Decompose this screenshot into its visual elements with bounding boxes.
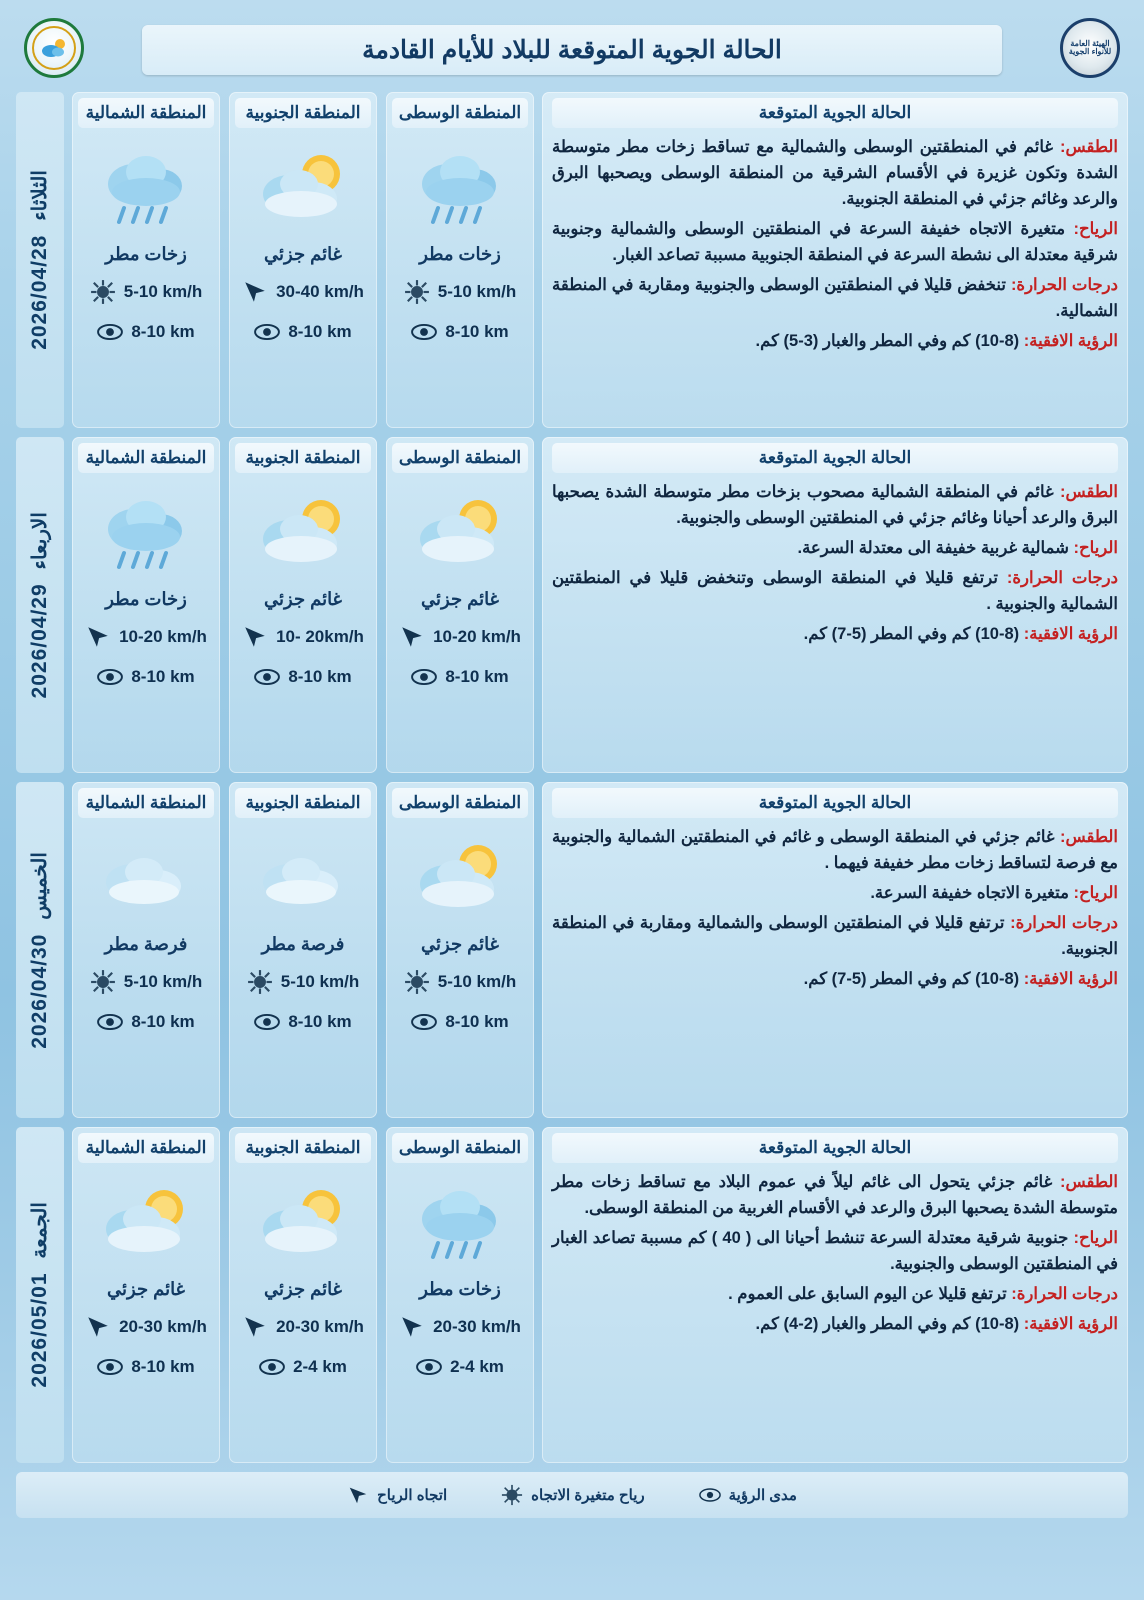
region-card bbox=[229, 1127, 377, 1463]
region-card bbox=[72, 782, 220, 1118]
wind-value: 10- 20km/h bbox=[276, 627, 364, 646]
wind-value: 20-30 km/h bbox=[276, 1317, 364, 1336]
visibility-text: (8-10) كم وفي المطر (5-7) كم. bbox=[803, 970, 1020, 989]
wind-arrow-icon bbox=[347, 1484, 369, 1506]
wind-metric bbox=[392, 969, 528, 995]
legend-visibility-label: مدى الرؤية bbox=[728, 1487, 797, 1504]
visibility-value: 8-10 km bbox=[131, 667, 195, 686]
rain-shower-icon bbox=[408, 1179, 512, 1271]
region-card bbox=[229, 437, 377, 773]
weather-icon-wrap bbox=[408, 1177, 512, 1273]
region-name: المنطقة الوسطى bbox=[392, 1133, 528, 1163]
wind-arrow-icon bbox=[85, 1314, 111, 1340]
wind-arrow-icon bbox=[85, 624, 111, 650]
wind-arrow-icon bbox=[399, 1314, 425, 1340]
partly-cloudy-icon bbox=[249, 1179, 357, 1271]
condition-label: زخات مطر bbox=[105, 589, 187, 609]
eye-icon bbox=[411, 319, 437, 345]
wind-metric bbox=[392, 279, 528, 305]
eye-icon bbox=[411, 1009, 437, 1035]
eye-icon bbox=[97, 319, 123, 345]
visibility-value: 8-10 km bbox=[131, 1012, 195, 1031]
forecast-card-title: الحالة الجوية المتوقعة bbox=[552, 788, 1118, 818]
visibility-metric bbox=[78, 664, 214, 690]
weather-label: الطقس: bbox=[1059, 1173, 1118, 1191]
wind-metric bbox=[235, 969, 371, 995]
forecast-description-body bbox=[552, 134, 1118, 359]
region-name: المنطقة الشمالية bbox=[78, 443, 214, 473]
wind-value: 10-20 km/h bbox=[119, 627, 207, 646]
region-name: المنطقة الوسطى bbox=[392, 98, 528, 128]
weather-label: الطقس: bbox=[1059, 828, 1118, 846]
wind-metric bbox=[78, 279, 214, 305]
partly-cloudy-icon bbox=[249, 144, 357, 236]
region-name: المنطقة الشمالية bbox=[78, 98, 214, 128]
region-name: المنطقة الشمالية bbox=[78, 1133, 214, 1163]
partly-cloudy-icon bbox=[249, 489, 357, 581]
weather-text: غائم في المنطقة الشمالية مصحوب بزخات مطر متوسطة الشدة يصحبها البرق والرعد أحيانا وغائم جزئي في المنطقتين الوسطى والجنوبية. bbox=[552, 483, 1118, 528]
wind-arrow-icon bbox=[399, 624, 425, 650]
eye-icon bbox=[97, 1009, 123, 1035]
region-card bbox=[72, 92, 220, 428]
legend-wind-direction-label: اتجاه الرياح bbox=[377, 1487, 448, 1504]
compass-icon bbox=[247, 969, 273, 995]
visibility-metric bbox=[235, 664, 371, 690]
condition-label: غائم جزئي bbox=[107, 1279, 185, 1299]
visibility-metric bbox=[392, 1009, 528, 1035]
winds-text: متغيرة الاتجاه خفيفة السرعة. bbox=[870, 884, 1069, 903]
weather-label: الطقس: bbox=[1059, 483, 1118, 501]
day-name: الجمعة bbox=[29, 1202, 51, 1259]
visibility-metric bbox=[392, 1354, 528, 1380]
visibility-value: 8-10 km bbox=[131, 322, 195, 341]
temperature-text: ترتفع قليلا عن اليوم السابق على العموم . bbox=[728, 1285, 1007, 1304]
visibility-value: 8-10 km bbox=[445, 1012, 509, 1031]
region-name: المنطقة الجنوبية bbox=[235, 443, 371, 473]
page-title: الحالة الجوية المتوقعة للبلاد للأيام القادمة bbox=[142, 25, 1002, 75]
winds-label: الرياح: bbox=[1073, 539, 1118, 558]
region-card bbox=[386, 1127, 534, 1463]
day-name: الاربعاء bbox=[29, 511, 51, 570]
day-row bbox=[16, 92, 1128, 428]
eye-icon bbox=[259, 1354, 285, 1380]
wind-metric bbox=[392, 1314, 528, 1340]
visibility-metric bbox=[392, 664, 528, 690]
weather-icon-wrap bbox=[406, 832, 514, 928]
forecast-description-body bbox=[552, 1169, 1118, 1341]
temperature-label: درجات الحرارة: bbox=[1010, 276, 1118, 295]
wind-value: 5-10 km/h bbox=[280, 972, 360, 991]
iraq-meteorology-logo bbox=[1058, 16, 1122, 80]
visibility-metric bbox=[235, 1009, 371, 1035]
partly-cloudy-icon bbox=[92, 1179, 200, 1271]
weather-icon-wrap bbox=[249, 142, 357, 238]
date-column bbox=[16, 437, 64, 773]
region-card bbox=[229, 92, 377, 428]
region-name: المنطقة الجنوبية bbox=[235, 788, 371, 818]
day-name: الخميس bbox=[29, 851, 51, 920]
compass-icon bbox=[90, 969, 116, 995]
days-list bbox=[16, 92, 1128, 1463]
cloudy-icon bbox=[249, 834, 357, 926]
eye-icon bbox=[97, 664, 123, 690]
forecast-card-title: الحالة الجوية المتوقعة bbox=[552, 1133, 1118, 1163]
day-row bbox=[16, 1127, 1128, 1463]
legend-footer bbox=[16, 1472, 1128, 1518]
forecast-description-card bbox=[542, 92, 1128, 428]
temperature-text: تنخفض قليلا في المنطقتين الوسطى والجنوبية ومقاربة في المنطقة الشمالية. bbox=[552, 276, 1118, 321]
visibility-value: 8-10 km bbox=[288, 667, 352, 686]
compass-icon bbox=[404, 279, 430, 305]
weather-label: الطقس: bbox=[1059, 138, 1118, 156]
visibility-metric bbox=[78, 319, 214, 345]
wind-metric bbox=[235, 624, 371, 650]
legend-variable-wind-label: رياح متغيرة الاتجاه bbox=[531, 1487, 645, 1504]
wind-value: 20-30 km/h bbox=[119, 1317, 207, 1336]
visibility-label: الرؤية الافقية: bbox=[1023, 970, 1118, 989]
compass-icon bbox=[90, 279, 116, 305]
weather-icon-wrap bbox=[92, 832, 200, 928]
rain-shower-icon bbox=[94, 144, 198, 236]
condition-label: غائم جزئي bbox=[421, 934, 499, 954]
temperature-label: درجات الحرارة: bbox=[1011, 1285, 1118, 1304]
visibility-value: 8-10 km bbox=[445, 322, 509, 341]
condition-label: فرصة مطر bbox=[261, 934, 345, 954]
visibility-label: الرؤية الافقية: bbox=[1023, 332, 1118, 351]
weather-text: غائم في المنطقتين الوسطى والشمالية مع تساقط زخات مطر متوسطة الشدة وتكون غزيرة في الأقسام الشرقية من المنطقة الوسطى ويصحبها البرق والرعد وغائم جزئي في المنطقة الجنوبية. bbox=[552, 138, 1118, 209]
cloudy-icon bbox=[92, 834, 200, 926]
weather-icon-wrap bbox=[249, 1177, 357, 1273]
wind-metric bbox=[78, 969, 214, 995]
weather-text: غائم جزئي يتحول الى غائم ليلاً في عموم البلاد مع تساقط زخات مطر متوسطة الشدة يصحبها البرق والرعد في الأقسام الغربية من المنطقة الوسطى. bbox=[552, 1173, 1118, 1218]
wind-value: 5-10 km/h bbox=[123, 282, 203, 301]
weather-icon-wrap bbox=[406, 487, 514, 583]
rain-shower-icon bbox=[408, 144, 512, 236]
winds-text: شمالية غربية خفيفة الى معتدلة السرعة. bbox=[797, 539, 1069, 558]
date-column bbox=[16, 92, 64, 428]
forecast-description-card bbox=[542, 782, 1128, 1118]
winds-text: جنوبية شرقية معتدلة السرعة تنشط أحيانا الى ( 40 ) كم مسببة تصاعد الغبار في المنطقتين الوسطى والجنوبية. bbox=[552, 1229, 1118, 1274]
region-name: المنطقة الوسطى bbox=[392, 788, 528, 818]
cloud-sun-logo-icon bbox=[39, 36, 69, 60]
temperature-label: درجات الحرارة: bbox=[1010, 914, 1118, 933]
visibility-value: 8-10 km bbox=[131, 1357, 195, 1376]
region-card bbox=[72, 437, 220, 773]
day-date: 2026/04/30 bbox=[28, 933, 51, 1049]
weather-text: غائم جزئي في المنطقة الوسطى و غائم في المنطقتين الشمالية والجنوبية مع فرصة لتساقط زخات مطر خفيفة فيهما . bbox=[552, 828, 1118, 873]
forecast-card-title: الحالة الجوية المتوقعة bbox=[552, 443, 1118, 473]
wind-value: 5-10 km/h bbox=[437, 282, 517, 301]
wind-value: 5-10 km/h bbox=[123, 972, 203, 991]
wind-value: 5-10 km/h bbox=[437, 972, 517, 991]
winds-label: الرياح: bbox=[1073, 884, 1118, 903]
region-card bbox=[386, 782, 534, 1118]
forecast-description-card bbox=[542, 437, 1128, 773]
visibility-label: الرؤية الافقية: bbox=[1023, 625, 1118, 644]
eye-icon bbox=[254, 664, 280, 690]
partly-cloudy-icon bbox=[406, 834, 514, 926]
visibility-value: 8-10 km bbox=[288, 322, 352, 341]
wind-value: 30-40 km/h bbox=[276, 282, 364, 301]
condition-label: غائم جزئي bbox=[264, 589, 342, 609]
region-cards bbox=[72, 782, 534, 1118]
region-name: المنطقة الوسطى bbox=[392, 443, 528, 473]
winds-label: الرياح: bbox=[1073, 1229, 1118, 1248]
wind-arrow-icon bbox=[242, 1314, 268, 1340]
visibility-value: 2-4 km bbox=[450, 1357, 504, 1376]
wind-metric bbox=[235, 279, 371, 305]
wind-arrow-icon bbox=[242, 279, 268, 305]
date-column bbox=[16, 1127, 64, 1463]
visibility-metric bbox=[78, 1009, 214, 1035]
forecast-description-card bbox=[542, 1127, 1128, 1463]
wind-value: 10-20 km/h bbox=[433, 627, 521, 646]
wind-metric bbox=[392, 624, 528, 650]
winds-label: الرياح: bbox=[1073, 220, 1118, 239]
temperature-text: ترتفع قليلا في المنطقة الوسطى وتنخفض قليلا في المنطقتين الشمالية والجنوبية . bbox=[552, 569, 1118, 614]
forecast-description-body bbox=[552, 479, 1118, 651]
day-date: 2026/04/29 bbox=[28, 583, 51, 699]
region-card bbox=[72, 1127, 220, 1463]
eye-icon bbox=[97, 1354, 123, 1380]
temperature-label: درجات الحرارة: bbox=[1006, 569, 1118, 588]
visibility-value: 8-10 km bbox=[288, 1012, 352, 1031]
region-name: المنطقة الجنوبية bbox=[235, 1133, 371, 1163]
logo-right-text: الهيئة العامة للأنواء الجوية bbox=[1068, 38, 1112, 56]
weather-icon-wrap bbox=[408, 142, 512, 238]
visibility-label: الرؤية الافقية: bbox=[1023, 1315, 1118, 1334]
condition-label: زخات مطر bbox=[419, 244, 501, 264]
day-row bbox=[16, 782, 1128, 1118]
wind-arrow-icon bbox=[242, 624, 268, 650]
weather-icon-wrap bbox=[249, 487, 357, 583]
condition-label: غائم جزئي bbox=[421, 589, 499, 609]
weather-icon-wrap bbox=[94, 487, 198, 583]
weather-icon-wrap bbox=[92, 1177, 200, 1273]
visibility-text: (8-10) كم وفي المطر والغبار (2-4) كم. bbox=[755, 1315, 1020, 1334]
condition-label: غائم جزئي bbox=[264, 1279, 342, 1299]
page-header bbox=[16, 14, 1128, 86]
wind-metric bbox=[78, 1314, 214, 1340]
legend-wind-direction bbox=[347, 1484, 447, 1506]
weather-icon-wrap bbox=[94, 142, 198, 238]
legend-variable-wind bbox=[501, 1484, 644, 1506]
legend-visibility bbox=[699, 1486, 797, 1504]
day-date: 2026/05/01 bbox=[28, 1272, 51, 1388]
condition-label: زخات مطر bbox=[419, 1279, 501, 1299]
forecast-card-title: الحالة الجوية المتوقعة bbox=[552, 98, 1118, 128]
winds-text: متغيرة الاتجاه خفيفة السرعة في المنطقتين الوسطى والشمالية وجنوبية شرقية معتدلة الى نشطة السرعة في المنطقة الجنوبية مسببة تصاعد الغبار. bbox=[552, 220, 1118, 265]
weather-icon-wrap bbox=[249, 832, 357, 928]
eye-icon bbox=[411, 664, 437, 690]
region-cards bbox=[72, 92, 534, 428]
rain-shower-icon bbox=[94, 489, 198, 581]
region-name: المنطقة الشمالية bbox=[78, 788, 214, 818]
wind-metric bbox=[78, 624, 214, 650]
wind-value: 20-30 km/h bbox=[433, 1317, 521, 1336]
weather-authority-logo bbox=[22, 16, 86, 80]
temperature-text: ترتفع قليلا في المنطقتين الوسطى والشمالية ومقاربة في المنطقة الجنوبية. bbox=[552, 914, 1118, 959]
visibility-value: 8-10 km bbox=[445, 667, 509, 686]
condition-label: فرصة مطر bbox=[104, 934, 188, 954]
day-name: الثلاثاء bbox=[29, 170, 51, 221]
eye-icon bbox=[254, 319, 280, 345]
region-name: المنطقة الجنوبية bbox=[235, 98, 371, 128]
visibility-text: (8-10) كم وفي المطر (5-7) كم. bbox=[803, 625, 1020, 644]
date-column bbox=[16, 782, 64, 1118]
compass-icon bbox=[404, 969, 430, 995]
wind-metric bbox=[235, 1314, 371, 1340]
region-cards bbox=[72, 437, 534, 773]
condition-label: زخات مطر bbox=[105, 244, 187, 264]
eye-icon bbox=[699, 1487, 721, 1503]
region-cards bbox=[72, 1127, 534, 1463]
region-card bbox=[229, 782, 377, 1118]
visibility-value: 2-4 km bbox=[293, 1357, 347, 1376]
forecast-description-body bbox=[552, 824, 1118, 996]
compass-icon bbox=[501, 1484, 523, 1506]
eye-icon bbox=[254, 1009, 280, 1035]
visibility-metric bbox=[235, 319, 371, 345]
partly-cloudy-icon bbox=[406, 489, 514, 581]
visibility-text: (8-10) كم وفي المطر والغبار (3-5) كم. bbox=[755, 332, 1020, 351]
day-row bbox=[16, 437, 1128, 773]
condition-label: غائم جزئي bbox=[264, 244, 342, 264]
visibility-metric bbox=[235, 1354, 371, 1380]
region-card bbox=[386, 437, 534, 773]
day-date: 2026/04/28 bbox=[28, 234, 51, 350]
eye-icon bbox=[416, 1354, 442, 1380]
region-card bbox=[386, 92, 534, 428]
visibility-metric bbox=[392, 319, 528, 345]
visibility-metric bbox=[78, 1354, 214, 1380]
